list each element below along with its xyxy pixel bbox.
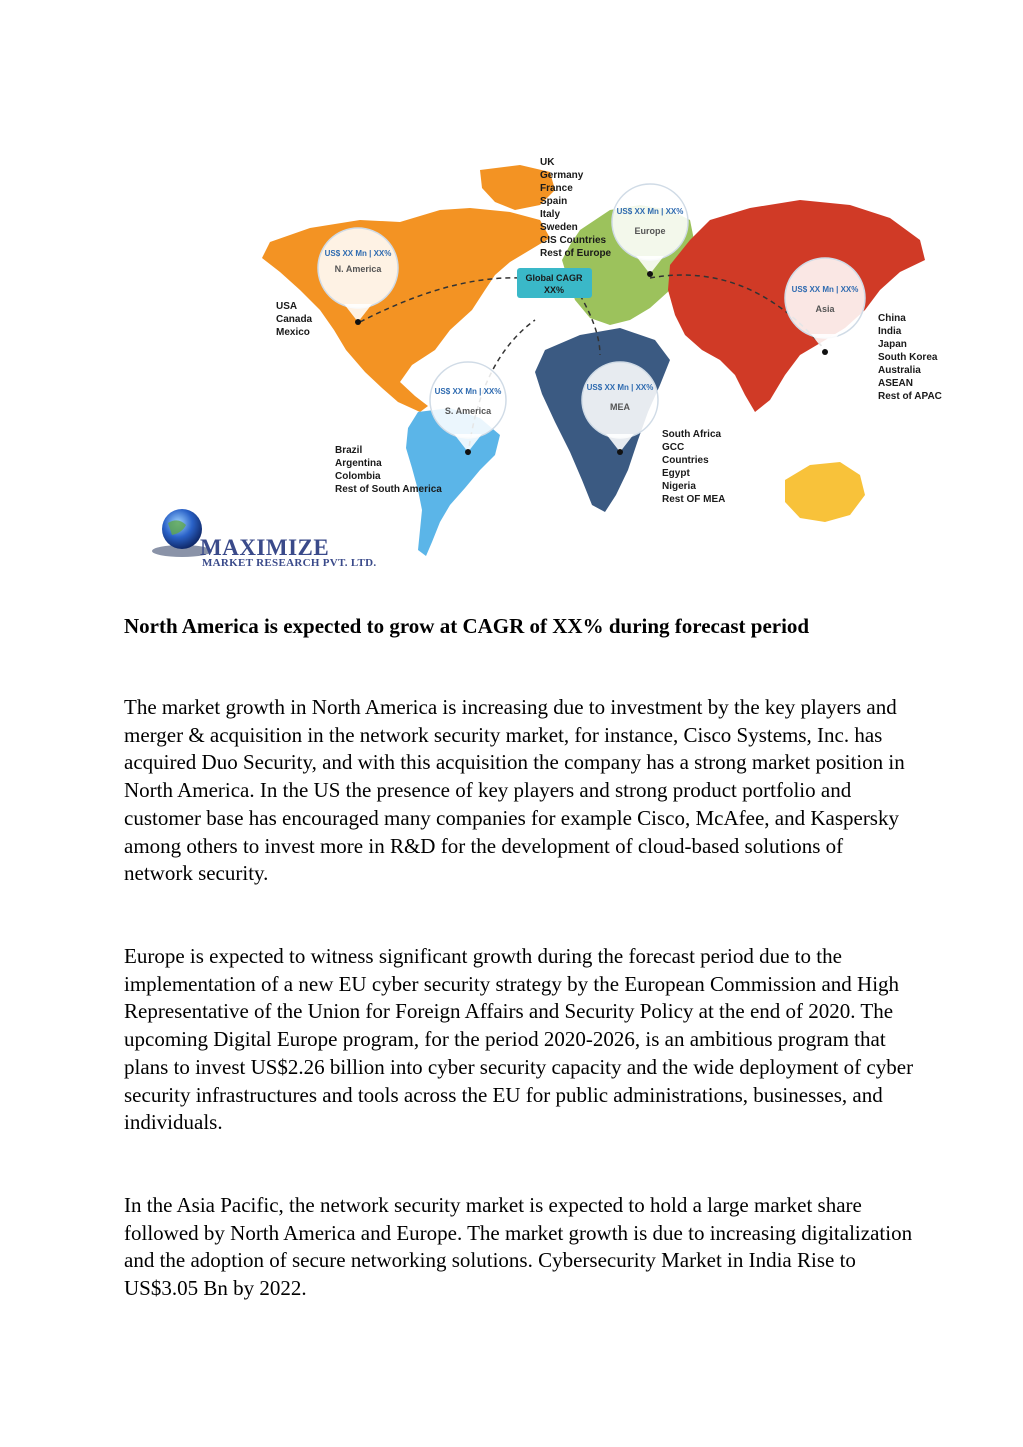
list-item: South Africa xyxy=(662,429,722,440)
pin-south-america-value: US$ XX Mn | XX% xyxy=(434,387,502,396)
north-america-country-list xyxy=(276,300,312,339)
list-item: CIS Countries xyxy=(540,235,607,246)
europe-country-list xyxy=(540,156,611,260)
list-item: Australia xyxy=(878,365,921,376)
list-item: Rest OF MEA xyxy=(662,494,726,505)
south-america-country-list xyxy=(335,444,442,496)
australia-shape xyxy=(785,462,865,522)
pin-north-america-name: N. America xyxy=(334,264,382,274)
pin-mea-name: MEA xyxy=(610,402,630,412)
pin-asia-name: Asia xyxy=(815,304,835,314)
paragraph-north-america: The market growth in North America is increasing due to investment by the key players and merger & acquisition in the network security market, for instance, Cisco Systems, Inc. has acquired Duo Security, and with this acquisition the company has a strong market position in North America. In the US the presence of key players and strong product portfolio and customer base has encouraged many companies for example Cisco, McAfee, and Kaspersky among others to invest more in R&D for the development of cloud-based solutions of network security. xyxy=(124,695,905,886)
asia-country-list xyxy=(878,312,942,403)
list-item: Argentina xyxy=(335,458,382,469)
global-cagr-line2: XX% xyxy=(543,285,565,295)
list-item: Sweden xyxy=(540,222,578,233)
list-item: Italy xyxy=(540,209,561,220)
global-cagr-line1: Global CAGR xyxy=(525,273,583,283)
paragraph-europe: Europe is expected to witness significant growth during the forecast period due to the implementation of a new EU cyber security strategy by the European Commission and High Representative of the Union for Foreign Affairs and Security Policy at the end of 2020. The upcoming Digital Europe program, for the period 2020-2026, is an ambitious program that plans to invest US$2.26 billion into cyber security capacity and the wide deployment of cyber security infrastructures and tools across the EU for public administrations, businesses, and individuals. xyxy=(124,944,914,1135)
list-item: USA xyxy=(276,301,298,312)
paragraph-asia-pacific: In the Asia Pacific, the network security market is expected to hold a large market share followed by North America and Europe. The market growth is due to increasing digitalization and the adoption of secure networking solutions. Cybersecurity Market in India Rise to US$3.05 Bn by 2022. xyxy=(124,1193,913,1301)
pin-europe-name: Europe xyxy=(634,226,666,236)
list-item: Nigeria xyxy=(662,481,696,492)
list-item: ASEAN xyxy=(878,378,914,389)
pin-mea-value: US$ XX Mn | XX% xyxy=(586,383,654,392)
list-item: India xyxy=(878,326,902,337)
list-item: Mexico xyxy=(276,327,310,338)
list-item: Colombia xyxy=(335,471,381,482)
list-item: Rest of APAC xyxy=(878,391,942,402)
list-item: Rest of South America xyxy=(335,484,442,495)
list-item: Countries xyxy=(662,455,709,466)
company-logo xyxy=(152,505,412,575)
pin-asia-value: US$ XX Mn | XX% xyxy=(791,285,859,294)
logo-subtitle: MARKET RESEARCH PVT. LTD. xyxy=(202,557,377,569)
pin-north-america-value: US$ XX Mn | XX% xyxy=(324,249,392,258)
list-item: Germany xyxy=(540,170,584,181)
logo-name: MAXIMIZE xyxy=(200,535,330,560)
list-item: UK xyxy=(540,157,555,168)
pin-south-america-name: S. America xyxy=(444,406,492,416)
mea-country-list xyxy=(662,428,725,506)
list-item: Japan xyxy=(878,339,907,350)
list-item: South Korea xyxy=(878,352,938,363)
list-item: China xyxy=(878,313,906,324)
list-item: GCC xyxy=(662,442,685,453)
pin-europe-value: US$ XX Mn | XX% xyxy=(616,207,684,216)
list-item: Rest of Europe xyxy=(540,248,612,259)
list-item: Canada xyxy=(276,314,313,325)
section-heading: North America is expected to grow at CAGR of XX% during forecast period xyxy=(124,614,810,638)
list-item: Egypt xyxy=(662,468,690,479)
list-item: Brazil xyxy=(335,445,363,456)
list-item: France xyxy=(540,183,573,194)
list-item: Spain xyxy=(540,196,568,207)
